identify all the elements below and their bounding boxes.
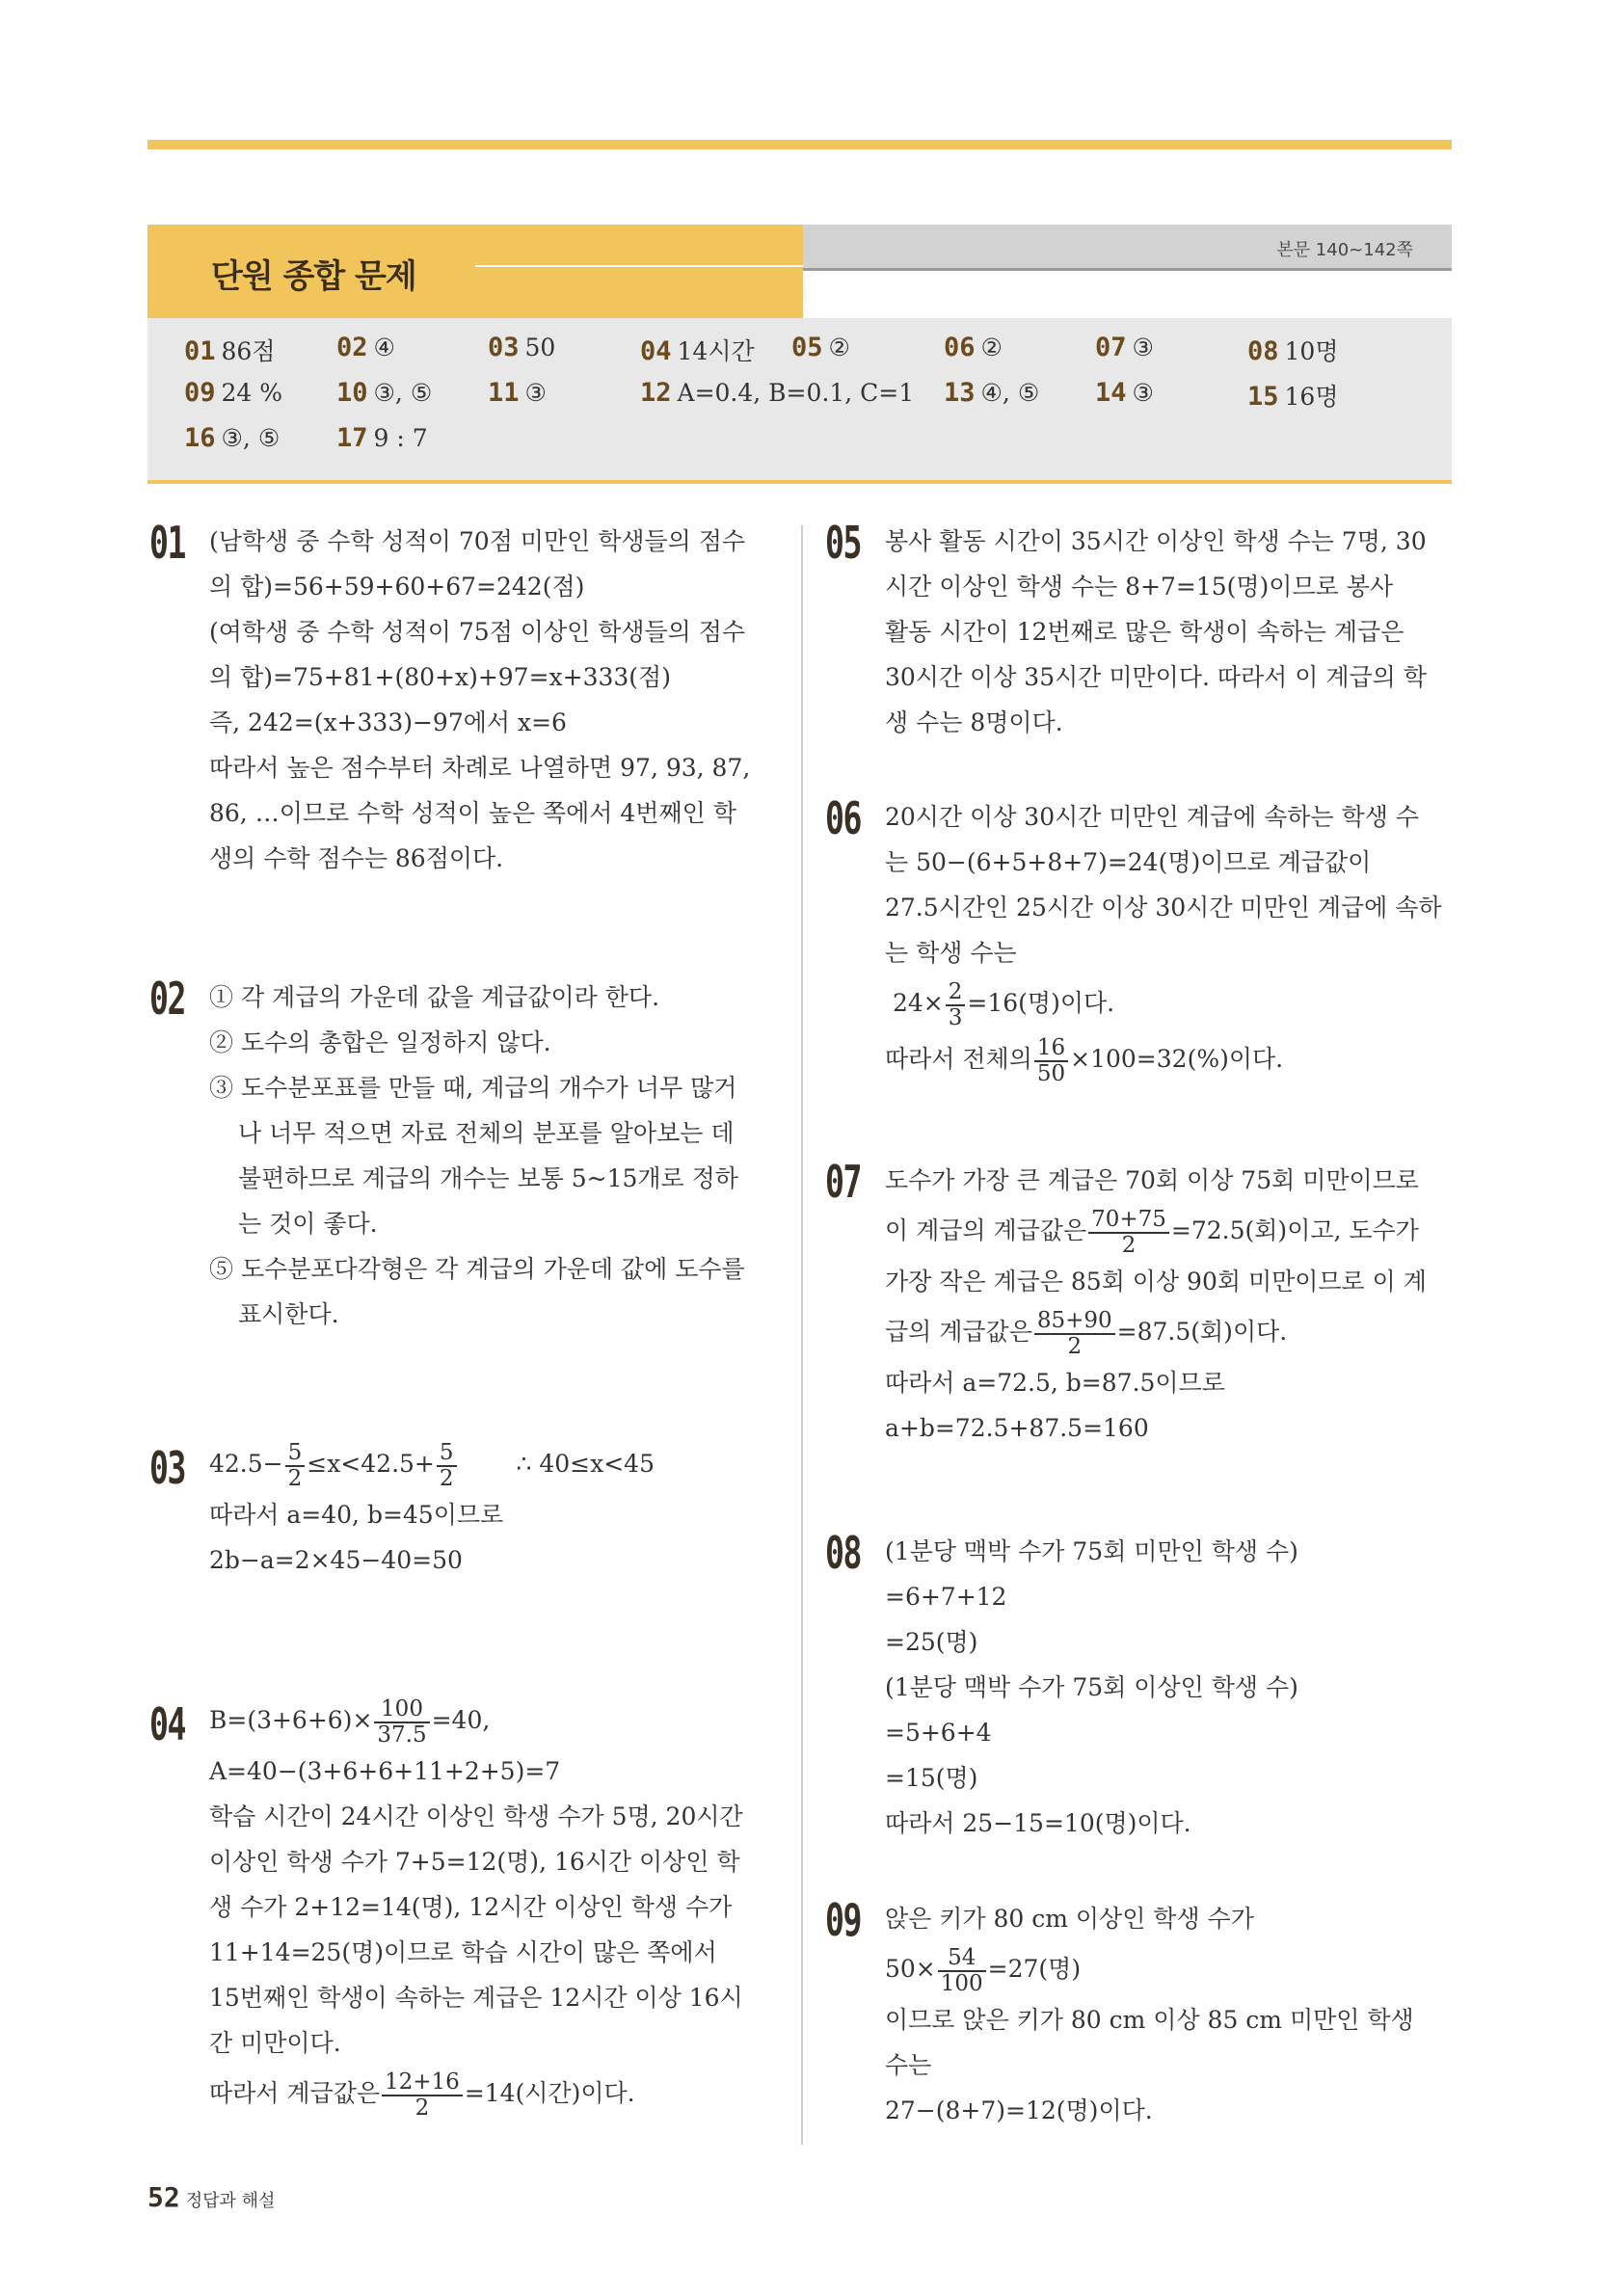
answer-item: 02 ④ — [336, 333, 395, 362]
solution-line: 학습 시간이 24시간 이상인 학생 수가 5명, 20시간 — [209, 1802, 743, 1830]
fraction: $\frac{5}{2}$ — [437, 1441, 457, 1489]
solution-line: 27.5시간인 25시간 이상 30시간 미만인 계급에 속하 — [885, 894, 1442, 921]
solution-02 — [149, 973, 778, 1337]
answer-item: 08 10명 — [1247, 336, 1339, 366]
solution-line: 불편하므로 계급의 개수는 보통 5~15개로 정하 — [238, 1164, 738, 1192]
problem-number: 02 — [149, 973, 186, 1025]
solution-line: ⑤ 도수분포다각형은 각 계급의 가운데 값에 도수를 — [209, 1255, 745, 1283]
page-number: 52 — [147, 2181, 180, 2213]
math-line: 급의 계급값은 $\frac{85+90}{2}$ =87.5(회)이다. — [885, 1308, 1288, 1359]
solution-line: 의 합)=56+59+60+67=242(점) — [209, 573, 585, 601]
solution-line: =5+6+4 — [885, 1719, 992, 1747]
solution-line: =25(명) — [885, 1628, 978, 1656]
title-rule — [475, 265, 803, 267]
fraction: $\frac{100}{37.5}$ — [374, 1697, 429, 1746]
answer-item: 04 14시간 — [640, 336, 755, 366]
solution-line: 는 학생 수는 — [885, 939, 1017, 967]
problem-number: 09 — [825, 1894, 862, 1946]
solution-line: 생 수가 2+12=14(명), 12시간 이상인 학생 수가 — [209, 1893, 733, 1921]
column-divider — [801, 525, 803, 2145]
page-footer — [147, 2181, 275, 2213]
solution-line: 생 수는 8명이다. — [885, 708, 1063, 736]
solution-line: 수는 — [885, 2051, 932, 2079]
solution-line: 표시한다. — [238, 1300, 339, 1328]
solution-line: 20시간 이상 30시간 미만인 계급에 속하는 학생 수 — [885, 803, 1419, 831]
solution-line: (여학생 중 수학 성적이 75점 이상인 학생들의 점수 — [209, 618, 746, 646]
solution-line: 이상인 학생 수가 7+5=12(명), 16시간 이상인 학 — [209, 1848, 740, 1876]
solution-line: A=40−(3+6+6+11+2+5)=7 — [209, 1757, 561, 1785]
solution-06 — [825, 792, 1454, 1087]
problem-number: 06 — [825, 792, 862, 844]
solution-line: 따라서 25−15=10(명)이다. — [885, 1809, 1191, 1837]
solution-line: 즉, 242=(x+333)−97에서 x=6 — [209, 708, 567, 736]
problem-number: 03 — [149, 1442, 186, 1494]
solution-08 — [825, 1527, 1454, 1846]
math-line: 42.5− $\frac{5}{2}$ ≤x<42.5+ $\frac{5}{2}$ ∴ 40≤x<45 — [209, 1440, 655, 1491]
solution-line: =6+7+12 — [885, 1583, 1007, 1611]
fraction: $\frac{16}{50}$ — [1034, 1036, 1068, 1084]
solution-line: (1분당 맥박 수가 75회 미만인 학생 수) — [885, 1537, 1298, 1565]
solution-line: a+b=72.5+87.5=160 — [885, 1414, 1149, 1442]
solution-line: 11+14=25(명)이므로 학습 시간이 많은 쪽에서 — [209, 1938, 717, 1966]
solution-line: 86, …이므로 수학 성적이 높은 쪽에서 4번째인 학 — [209, 799, 736, 827]
problem-number: 05 — [825, 517, 862, 569]
solution-line: 따라서 a=40, b=45이므로 — [209, 1501, 504, 1529]
answer-item: 17 9 : 7 — [336, 423, 428, 453]
solution-09 — [825, 1894, 1454, 2133]
fraction: $\frac{12+16}{2}$ — [382, 2070, 463, 2119]
solution-07 — [825, 1156, 1454, 1451]
solution-line: 따라서 높은 점수부터 차례로 나열하면 97, 93, 87, — [209, 754, 751, 782]
answer-item: 06 ② — [944, 333, 1003, 362]
solution-line: 생의 수학 점수는 86점이다. — [209, 844, 504, 872]
answer-item: 15 16명 — [1247, 382, 1339, 412]
solution-05 — [825, 517, 1454, 745]
solution-line: 30시간 이상 35시간 미만이다. 따라서 이 계급의 학 — [885, 663, 1427, 691]
math-line: 따라서 전체의 $\frac{16}{50}$ ×100=32(%)이다. — [885, 1035, 1284, 1086]
math-line: 24× $\frac{2}{3}$ =16(명)이다. — [893, 979, 1115, 1030]
solution-line: 는 50−(6+5+8+7)=24(명)이므로 계급값이 — [885, 848, 1372, 876]
solution-line: ③ 도수분포표를 만들 때, 계급의 개수가 너무 많거 — [209, 1074, 737, 1102]
solution-line: 가장 작은 계급은 85회 이상 90회 미만이므로 이 계 — [885, 1268, 1427, 1295]
page-reference-bar — [803, 225, 1452, 271]
answer-item: 07 ③ — [1095, 333, 1154, 362]
solution-line: =15(명) — [885, 1764, 978, 1792]
solution-line: 봉사 활동 시간이 35시간 이상인 학생 수는 7명, 30 — [885, 527, 1427, 555]
answer-item: 14 ③ — [1095, 378, 1154, 408]
answer-item: 16 ③, ⑤ — [184, 423, 281, 453]
math-line: 따라서 계급값은 $\frac{12+16}{2}$ =14(시간)이다. — [209, 2069, 635, 2121]
solution-line: (1분당 맥박 수가 75회 이상인 학생 수) — [885, 1673, 1298, 1701]
problem-number: 04 — [149, 1698, 186, 1750]
solution-line: 의 합)=75+81+(80+x)+97=x+333(점) — [209, 663, 671, 691]
answer-item: 09 24 % — [184, 378, 283, 408]
solution-line: 간 미만이다. — [209, 2029, 341, 2057]
solution-04 — [149, 1693, 778, 2122]
solution-line: 는 것이 좋다. — [238, 1210, 378, 1238]
solution-line: 활동 시간이 12번째로 많은 학생이 속하는 계급은 — [885, 618, 1404, 646]
solution-line: (남학생 중 수학 성적이 70점 미만인 학생들의 점수 — [209, 527, 746, 555]
section-header — [147, 225, 803, 318]
problem-number: 01 — [149, 517, 186, 569]
fraction: $\frac{54}{100}$ — [938, 1946, 986, 1994]
solution-line: 27−(8+7)=12(명)이다. — [885, 2096, 1153, 2124]
solution-line: 따라서 a=72.5, b=87.5이므로 — [885, 1369, 1225, 1397]
answer-item: 12 A=0.4, B=0.1, C=1 — [640, 378, 915, 408]
solution-line: 나 너무 적으면 자료 전체의 분포를 알아보는 데 — [238, 1119, 735, 1147]
answer-item: 11 ③ — [488, 378, 547, 408]
math-line: 이 계급의 계급값은 $\frac{70+75}{2}$ =72.5(회)이고, 도수가 — [885, 1207, 1419, 1258]
top-accent-bar — [147, 140, 1452, 149]
solution-line: ② 도수의 총합은 일정하지 않다. — [209, 1028, 551, 1056]
solution-line: 이므로 앉은 키가 80 cm 이상 85 cm 미만인 학생 — [885, 2006, 1414, 2034]
math-line: 50× $\frac{54}{100}$ =27(명) — [885, 1945, 1082, 1996]
fraction: $\frac{2}{3}$ — [946, 980, 966, 1028]
math-line: B=(3+6+6)× $\frac{100}{37.5}$ =40, — [209, 1696, 491, 1748]
solution-01 — [149, 517, 778, 881]
page-reference: 본문 140~142쪽 — [1276, 240, 1413, 260]
problem-number: 07 — [825, 1156, 862, 1208]
solution-line: 시간 이상인 학생 수는 8+7=15(명)이므로 봉사 — [885, 573, 1394, 601]
solution-03 — [149, 1436, 778, 1583]
section-title: 단원 종합 문제 — [211, 257, 416, 296]
fraction: $\frac{70+75}{2}$ — [1088, 1208, 1169, 1256]
solution-line: ① 각 계급의 가운데 값을 계급값이라 한다. — [209, 983, 660, 1011]
answer-item: 05 ② — [791, 333, 850, 362]
solution-line: 2b−a=2×45−40=50 — [209, 1546, 463, 1574]
answer-item: 13 ④, ⑤ — [944, 378, 1040, 408]
footer-label: 정답과 해설 — [185, 2191, 276, 2211]
answer-key-box — [147, 318, 1452, 484]
solution-line: 앉은 키가 80 cm 이상인 학생 수가 — [885, 1905, 1254, 1933]
fraction: $\frac{85+90}{2}$ — [1034, 1309, 1115, 1357]
answer-item: 03 50 — [488, 333, 556, 362]
answer-item: 10 ③, ⑤ — [336, 378, 433, 408]
solution-line: 15번째인 학생이 속하는 계급은 12시간 이상 16시 — [209, 1984, 743, 2012]
problem-number: 08 — [825, 1527, 862, 1579]
solution-line: 도수가 가장 큰 계급은 70회 이상 75회 미만이므로 — [885, 1166, 1419, 1194]
answer-item: 01 86점 — [184, 336, 276, 366]
fraction: $\frac{5}{2}$ — [285, 1441, 306, 1489]
